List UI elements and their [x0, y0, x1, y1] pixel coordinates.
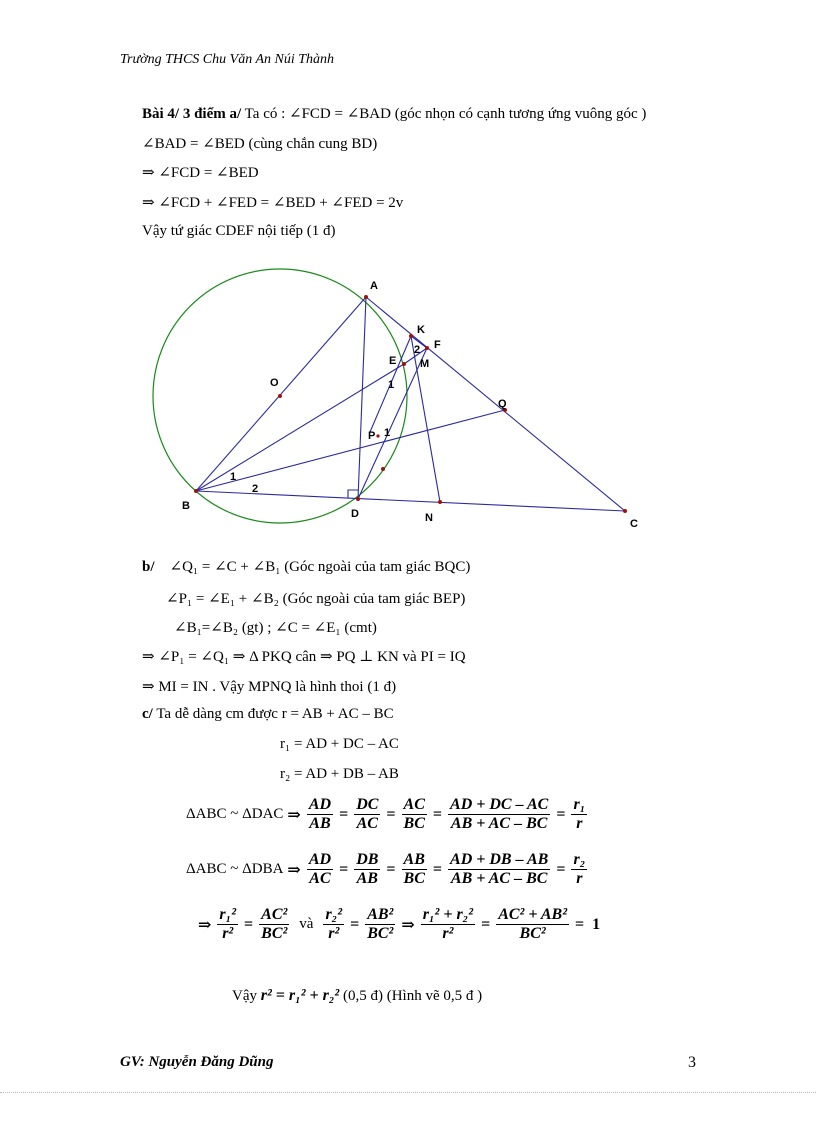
fraction	[259, 906, 289, 943]
denominator: AB	[356, 870, 378, 887]
part-a-label: a/	[229, 106, 242, 122]
denominator: AC	[356, 815, 378, 832]
and-word: và	[299, 916, 314, 932]
fraction	[307, 851, 333, 888]
fraction	[365, 906, 395, 943]
equals-symbol: =	[339, 805, 349, 823]
implies-symbol: ⇒	[287, 861, 301, 879]
fraction	[571, 796, 587, 833]
equals-symbol: =	[575, 915, 585, 933]
numerator: r₁² + r₂²	[422, 906, 474, 923]
figure-label-m: M	[420, 358, 430, 370]
part-c-text-1: Ta dễ dàng cm được r = AB + AC – BC	[156, 706, 394, 722]
fraction	[323, 906, 344, 943]
result-one: 1	[592, 915, 601, 933]
denominator: r	[576, 870, 583, 887]
figure-label-o: O	[270, 377, 279, 389]
denominator: r²	[328, 925, 340, 942]
denominator: BC²	[261, 925, 288, 942]
denominator: r²	[222, 925, 234, 942]
denominator: BC	[403, 815, 425, 832]
page-bottom-divider	[0, 1092, 816, 1093]
numerator: DC	[356, 796, 379, 813]
figure-label-b: B	[182, 500, 190, 512]
numerator: AD	[308, 851, 332, 868]
fraction	[402, 796, 427, 833]
page-header: Trường THCS Chu Văn An Núi Thành	[120, 52, 335, 67]
numerator: r₁²	[219, 906, 237, 923]
part-c-label: c/	[142, 706, 153, 722]
part-b-line-4: ⇒ ∠P₁ = ∠Q₁ ⇒ Δ PKQ cân ⇒ PQ ⊥ KN và PI = IQ	[142, 649, 466, 665]
figure-label-d: D	[351, 508, 359, 520]
denominator: BC	[403, 870, 425, 887]
conclusion-line	[232, 987, 482, 1005]
page-number: 3	[688, 1054, 696, 1071]
r1-definition: r₁ = AD + DC – AC	[280, 736, 399, 752]
fraction	[448, 796, 550, 833]
figure-label-n: N	[425, 512, 433, 524]
figure-points	[194, 295, 627, 513]
figure-label-q: Q	[498, 398, 507, 410]
part-b-line-5: ⇒ MI = IN . Vậy MPNQ là hình thoi (1 đ)	[142, 679, 397, 695]
conclusion-prefix: Vậy	[232, 988, 257, 1004]
numerator: AD + DB – AB	[450, 851, 549, 868]
numerator: AC² + AB²	[498, 906, 567, 923]
fraction	[496, 906, 569, 943]
numerator: DB	[356, 851, 379, 868]
equals-symbol: =	[432, 860, 443, 878]
denominator: r	[576, 815, 583, 832]
part-b-text-1: ∠Q₁ = ∠C + ∠B₁ (Góc ngoài của tam giác BQC)	[169, 559, 471, 575]
equals-symbol: =	[339, 860, 349, 878]
part-a-line-2: ∠BAD = ∠BED (cùng chắn cung BD)	[142, 136, 378, 152]
numerator: r₂	[573, 851, 586, 868]
similarity-equation-2	[186, 851, 589, 888]
part-a-line-1	[142, 104, 646, 123]
equals-symbol: =	[244, 915, 254, 933]
conclusion-score: (0,5 đ) (Hình vẽ 0,5 đ )	[342, 988, 483, 1004]
equals-symbol: =	[386, 805, 396, 823]
eq1-similarity: ΔABC ~ ΔDAC	[186, 806, 284, 822]
part-a-line-5: Vậy tứ giác CDEF nội tiếp (1 đ)	[142, 223, 336, 239]
figure-label-e: E	[389, 355, 397, 367]
fraction	[402, 851, 427, 888]
fraction	[354, 851, 380, 888]
numerator: AB	[403, 851, 425, 868]
numerator: AB²	[367, 906, 394, 923]
equals-symbol: =	[556, 805, 566, 823]
denominator: AB	[309, 815, 331, 832]
numerator: AC²	[261, 906, 288, 923]
figure-label-k: K	[417, 324, 425, 336]
denominator: BC²	[367, 925, 394, 942]
implies-symbol: ⇒	[401, 916, 415, 934]
angle-label-b1: 1	[230, 471, 237, 483]
squared-ratio-equation	[194, 906, 604, 943]
figure-lines	[196, 297, 625, 511]
angle-label-p1: 1	[384, 427, 391, 439]
teacher-name: GV: Nguyễn Đăng Dũng	[120, 1054, 274, 1070]
figure-label-p: P	[368, 430, 376, 442]
equals-symbol: =	[350, 915, 360, 933]
angle-label-e1: 1	[388, 379, 395, 391]
part-b-line-2: ∠P₁ = ∠E₁ + ∠B₂ (Góc ngoài của tam giác BEP)	[166, 591, 466, 607]
implies-symbol: ⇒	[287, 806, 301, 824]
part-a-line-4: ⇒ ∠FCD + ∠FED = ∠BED + ∠FED = 2v	[142, 195, 404, 211]
denominator: AB + AC – BC	[450, 815, 548, 832]
part-a-text-1: Ta có : ∠FCD = ∠BAD (góc nhọn có cạnh tương ứng vuông góc )	[244, 106, 647, 122]
numerator: r₂²	[325, 906, 343, 923]
equals-symbol: =	[556, 860, 566, 878]
figure-label-a: A	[370, 280, 378, 292]
denominator: BC²	[519, 925, 546, 942]
numerator: r₁	[573, 796, 586, 813]
equals-symbol: =	[481, 915, 491, 933]
fraction	[571, 851, 587, 888]
problem-title: Bài 4/ 3 điểm	[142, 106, 226, 122]
numerator: AC	[403, 796, 425, 813]
figure-label-f: F	[434, 339, 441, 351]
denominator: AC	[309, 870, 331, 887]
fraction	[307, 796, 333, 833]
equals-symbol: =	[432, 805, 443, 823]
part-b-line-1	[142, 557, 470, 576]
fraction	[354, 796, 380, 833]
fraction	[421, 906, 475, 943]
geometry-figure	[140, 255, 660, 535]
denominator: r²	[442, 925, 454, 942]
equals-symbol: =	[386, 860, 396, 878]
implies-symbol: ⇒	[198, 916, 212, 934]
r2-definition: r₂ = AD + DB – AB	[280, 766, 399, 782]
denominator: AB + AC – BC	[450, 870, 548, 887]
numerator: AD + DC – AC	[450, 796, 549, 813]
figure-label-c: C	[630, 518, 638, 530]
fraction	[448, 851, 550, 888]
numerator: AD	[308, 796, 332, 813]
part-a-line-3: ⇒ ∠FCD = ∠BED	[142, 165, 259, 181]
part-b-label: b/	[142, 559, 155, 575]
eq2-similarity: ΔABC ~ ΔDBA	[186, 861, 284, 877]
conclusion-formula: r² = r₁² + r₂²	[260, 987, 340, 1004]
similarity-equation-1	[186, 796, 589, 833]
angle-label-k2: 2	[414, 344, 421, 356]
part-b-line-3: ∠B₁=∠B₂ (gt) ; ∠C = ∠E₁ (cmt)	[174, 620, 377, 636]
fraction	[217, 906, 238, 943]
angle-label-b2: 2	[252, 483, 259, 495]
part-c-line-1	[142, 706, 394, 723]
